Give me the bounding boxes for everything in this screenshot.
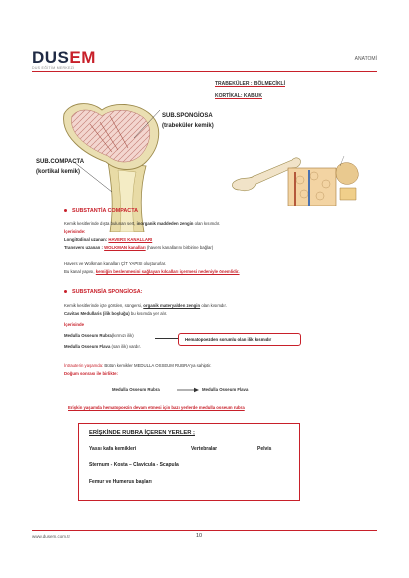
- spongiosa-line-7: Doğum sonrası ile birlikte:: [64, 371, 118, 376]
- box-row-2: Sternum - Kosta – Clavicula - Scapula: [89, 462, 179, 468]
- box-row-1b: Vertebralar: [191, 446, 218, 452]
- spongiosa-line-4: Medulla Osseum Rubra(kırmızı ilik): [64, 333, 134, 338]
- logo-accent-text: EM: [69, 48, 96, 67]
- adult-hematopoiesis-note: Erişkin yaşamda hematopoezin devam etmesi için bazı yerlerde medulla osseum rubra: [68, 405, 245, 410]
- bullet-icon: [64, 209, 67, 212]
- box-row-1a: Yassı kafa kemikleri: [89, 446, 137, 452]
- spongiosa-line-1: Kemik kesitlerinde içte görülen, süngersi, organik materyalden zengin olan kısımdır.: [64, 303, 227, 308]
- box-row-3: Femur ve Humerus başları: [89, 479, 152, 485]
- spongiosa-line-5: Medulla Osseum Flava (sarı ilik) vardır.: [64, 344, 141, 349]
- arrow-right-icon: [176, 387, 200, 393]
- spongiosa-label-1: SUB.SPONGİOSA: [162, 113, 213, 119]
- rubra-label: Medulla Osseum Rubra: [112, 387, 160, 392]
- header-divider: [32, 71, 377, 72]
- compacta-line-6: Bu kanal yapısı, kemiğin beslenmesini sağlayan kılcalları içermesi nedeniyle önemlidir.: [64, 269, 240, 274]
- trabecular-label: TRABEKÜLER : BÖLMECİKLİ: [215, 81, 285, 87]
- compacta-line-4: Transvers uzanan : WOLKMAN kanalları (havers kanallarını birbirine bağlar): [64, 245, 214, 250]
- spongiosa-line-6: İntrauterin yaşamda: Bütün kemikler MEDULLA OSSEUM RUBRA'ya sahiptir.: [64, 363, 212, 368]
- compacta-line-5: Havers ve Wolkman kanalları ÇİT YAPISI oluştururlar.: [64, 261, 167, 266]
- page-number: 10: [196, 533, 203, 539]
- bone-structure-illustration: [228, 146, 368, 206]
- spongiosa-heading-text: SUBSTANSİA SPONGİOSA:: [72, 289, 143, 295]
- compacta-heading: [64, 208, 138, 214]
- logo-tagline: DUS EĞİTİM MERKEZİ: [32, 66, 75, 70]
- compacta-heading-text: SUBSTANTİA COMPACTA: [72, 208, 138, 214]
- spongiosa-heading: [64, 289, 142, 295]
- callout-connector: [155, 338, 178, 339]
- spongiosa-line-3: İçerisinde: [64, 322, 85, 327]
- dusem-logo: [32, 48, 96, 68]
- adult-rubra-box: [78, 423, 300, 501]
- compacta-label-1: SUB.COMPACTA: [36, 159, 85, 165]
- compacta-line-1: Kemik kesitlerinde dışta bulunan sert, inorganik maddeden zengin olan kısımdır.: [64, 221, 221, 226]
- section-title: ANATOMİ: [354, 56, 377, 62]
- box-title: ERİŞKİNDE RUBRA İÇEREN YERLER ;: [89, 430, 195, 436]
- spongiosa-label-2: (trabeküler kemik): [162, 123, 214, 129]
- hematopoiesis-callout: Hematopoezden sorumlu olan ilik kısmıdır: [178, 333, 301, 346]
- compacta-line-2: İçerisinde:: [64, 229, 86, 234]
- compacta-line-3: Longitüdinal uzanan: HAVERS KANALLARI: [64, 237, 153, 242]
- compacta-label-2: (kortikal kemik): [36, 169, 81, 175]
- logo-main-text: DUS: [32, 48, 70, 67]
- flava-label: Medulla Osseum Flava: [202, 387, 249, 392]
- bullet-icon: [64, 290, 67, 293]
- box-row-1c: Pelvis: [257, 446, 272, 452]
- footer-website: www.dusem.com.tr: [32, 534, 71, 539]
- cortical-label: KORTİKAL: KABUK: [215, 93, 262, 99]
- footer-divider: [32, 530, 377, 531]
- spongiosa-line-2: Cavitas Medullaris (ilik boşluğu) bu kısımda yer alır.: [64, 311, 168, 316]
